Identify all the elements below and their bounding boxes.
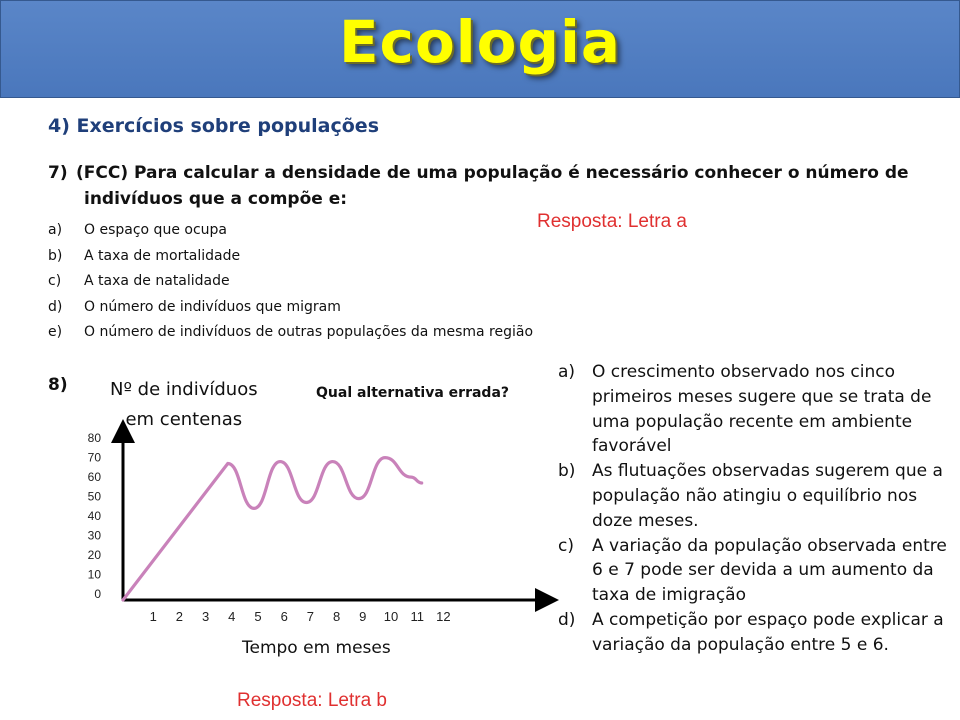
y-tick-label: 0 <box>94 587 101 601</box>
option-8a <box>558 360 953 459</box>
y-tick-label: 70 <box>87 450 101 465</box>
x-tick-label: 4 <box>228 609 236 624</box>
option-text: A variação da população observada entre 6 e 7 pode ser devida a um aumento da taxa de imigração <box>592 535 947 606</box>
page-title: Ecologia <box>338 8 622 76</box>
x-tick-label: 5 <box>254 609 262 624</box>
option-letter: b) <box>558 461 576 482</box>
x-tick-label: 12 <box>436 609 451 624</box>
option-text: A taxa de natalidade <box>84 273 230 289</box>
y-tick-label: 20 <box>87 548 101 562</box>
option-letter: d) <box>558 609 576 630</box>
y-tick-label: 60 <box>87 470 101 484</box>
y-label-line1: Nº de indivíduos <box>110 379 258 400</box>
option-letter: d) <box>48 298 63 315</box>
option-8b <box>558 459 953 533</box>
x-tick-label: 10 <box>383 609 399 624</box>
x-tick-label: 2 <box>175 609 184 624</box>
section-subtitle: 4) Exercícios sobre populações <box>48 115 379 137</box>
x-tick-label: 7 <box>306 609 315 624</box>
question-7-number: 7) <box>48 163 68 183</box>
y-tick-label: 30 <box>87 528 101 543</box>
option-text: O crescimento observado nos cinco primeiros meses sugere que se trata de uma população recente em ambiente favorável <box>592 362 932 457</box>
x-tick-label: 9 <box>359 609 367 624</box>
option-8d <box>558 608 953 658</box>
x-tick-label: 6 <box>280 609 288 624</box>
option-letter: e) <box>48 324 63 340</box>
answer-8: Resposta: Letra b <box>237 690 387 711</box>
y-label-line2: em centenas <box>125 409 243 430</box>
option-text: O número de indivíduos de outras populações da mesma região <box>84 324 534 340</box>
question-7-text-line1: (FCC) Para calcular a densidade de uma população é necessário conhecer o número de <box>76 163 909 183</box>
x-tick-label: 11 <box>410 609 424 624</box>
option-8c <box>558 534 953 608</box>
y-tick-label: 40 <box>87 509 101 523</box>
option-text: O espaço que ocupa <box>84 222 227 238</box>
chart-x-axis-label: Tempo em meses <box>242 638 391 658</box>
series-line <box>123 458 422 600</box>
y-tick-label: 50 <box>87 489 101 504</box>
x-tick-label: 8 <box>332 609 341 624</box>
x-tick-label: 1 <box>149 609 157 624</box>
y-tick-label: 80 <box>87 431 101 445</box>
option-text: A competição por espaço pode explicar a variação da população entre 5 e 6. <box>592 609 944 655</box>
option-text: As flutuações observadas sugerem que a população não atingiu o equilíbrio nos doze meses. <box>592 461 943 531</box>
question-8-options <box>558 360 953 658</box>
option-letter: b) <box>48 247 63 264</box>
option-letter: c) <box>48 273 62 289</box>
question-8-prompt: Qual alternativa errada? <box>316 385 510 401</box>
option-letter: c) <box>558 535 574 556</box>
question-7-text-line2: indivíduos que a compõe e: <box>84 189 348 209</box>
answer-7: Resposta: Letra a <box>537 211 687 232</box>
option-letter: a) <box>48 222 63 238</box>
x-tick-label: 3 <box>201 609 210 624</box>
y-tick-label: 10 <box>87 567 101 582</box>
question-8-number: 8) <box>48 375 68 395</box>
option-text: A taxa de mortalidade <box>84 247 241 264</box>
option-letter: a) <box>558 362 576 382</box>
option-text: O número de indivíduos que migram <box>84 298 341 315</box>
